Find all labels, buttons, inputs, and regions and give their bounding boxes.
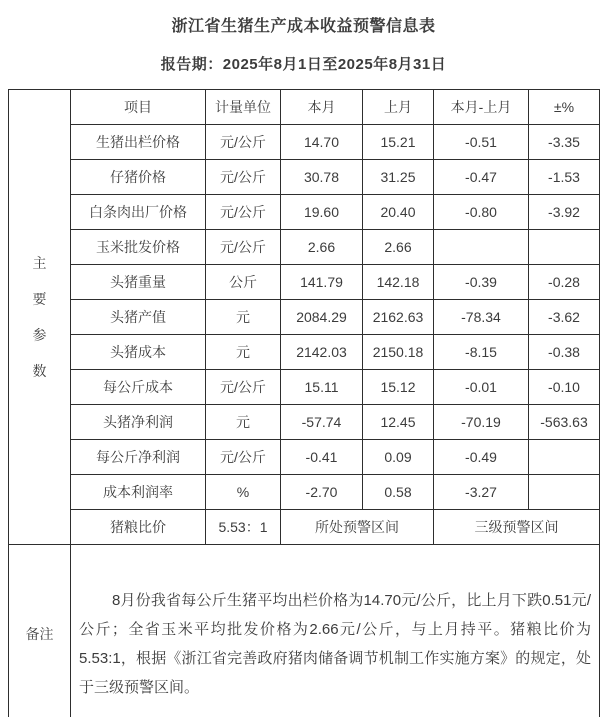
report-period: 报告期：2025年8月1日至2025年8月31日 <box>160 56 447 73</box>
cell-diff: -0.51 <box>434 125 529 160</box>
cell-previous: 142.18 <box>363 265 434 300</box>
cell-diff: -8.15 <box>434 335 529 370</box>
table-row <box>9 440 600 475</box>
cell-previous: 15.21 <box>363 125 434 160</box>
cell-pct: -3.92 <box>529 195 600 230</box>
header-current-month: 本月 <box>281 90 363 125</box>
row-group-label <box>9 90 71 545</box>
cell-current: -57.74 <box>281 405 363 440</box>
cell-previous: 12.45 <box>363 405 434 440</box>
cell-pct: -0.10 <box>529 370 600 405</box>
ratio-zone-value: 三级预警区间 <box>434 510 600 545</box>
cell-current: -2.70 <box>281 475 363 510</box>
cell-diff: -0.47 <box>434 160 529 195</box>
cell-previous: 2150.18 <box>363 335 434 370</box>
cell-previous: 0.58 <box>363 475 434 510</box>
cell-item: 头猪成本 <box>71 335 206 370</box>
cell-previous: 2162.63 <box>363 300 434 335</box>
table-row <box>9 230 600 265</box>
table-row <box>9 475 600 510</box>
cell-unit: 元/公斤 <box>206 370 281 405</box>
cell-current: 141.79 <box>281 265 363 300</box>
cell-current: 2084.29 <box>281 300 363 335</box>
cell-pct: -3.35 <box>529 125 600 160</box>
table-row <box>9 265 600 300</box>
cell-item: 仔猪价格 <box>71 160 206 195</box>
header-item: 项目 <box>71 90 206 125</box>
cell-unit: 元/公斤 <box>206 195 281 230</box>
remark-label: 备注 <box>9 545 71 717</box>
cell-item: 每公斤净利润 <box>71 440 206 475</box>
table-row <box>9 370 600 405</box>
cell-pct: -0.38 <box>529 335 600 370</box>
cell-unit: % <box>206 475 281 510</box>
cell-item: 生猪出栏价格 <box>71 125 206 160</box>
table-row <box>9 195 600 230</box>
cell-pct <box>529 230 600 265</box>
cell-current: 2142.03 <box>281 335 363 370</box>
cell-current: 30.78 <box>281 160 363 195</box>
page-title: 浙江省生猪生产成本收益预警信息表 <box>171 18 436 35</box>
cell-diff: -78.34 <box>434 300 529 335</box>
cell-previous: 20.40 <box>363 195 434 230</box>
cell-current: 19.60 <box>281 195 363 230</box>
cell-item: 头猪净利润 <box>71 405 206 440</box>
cell-diff: -0.80 <box>434 195 529 230</box>
cell-current: 15.11 <box>281 370 363 405</box>
group-label-char: 数 <box>32 363 47 379</box>
cell-item: 头猪重量 <box>71 265 206 300</box>
header-previous-month: 上月 <box>363 90 434 125</box>
remark-text-cell <box>71 545 600 717</box>
table-row <box>9 160 600 195</box>
cell-previous: 2.66 <box>363 230 434 265</box>
cell-item: 成本利润率 <box>71 475 206 510</box>
cell-item: 白条肉出厂价格 <box>71 195 206 230</box>
cell-pct <box>529 475 600 510</box>
cell-pct: -1.53 <box>529 160 600 195</box>
group-label-char: 参 <box>32 327 47 343</box>
group-label-char: 主 <box>32 255 47 271</box>
ratio-value: 5.53：1 <box>206 510 281 545</box>
cell-current: 14.70 <box>281 125 363 160</box>
remark-text: 8月份我省每公斤生猪平均出栏价格为14.70元/公斤，比上月下跌0.51元/公斤；全省玉米平均批发价格为2.66元/公斤，与上月持平。猪粮比价为5.53:1，根据《浙江省完善政府猪肉储备调节机制工作实施方案》的规定，处于三级预警区间。 <box>79 591 591 696</box>
cell-unit: 元/公斤 <box>206 440 281 475</box>
cell-current: -0.41 <box>281 440 363 475</box>
cell-unit: 元 <box>206 300 281 335</box>
table-row <box>9 125 600 160</box>
cell-unit: 元/公斤 <box>206 160 281 195</box>
cell-diff: -0.01 <box>434 370 529 405</box>
header-diff: 本月-上月 <box>434 90 529 125</box>
cell-current: 2.66 <box>281 230 363 265</box>
table-row <box>9 300 600 335</box>
ratio-row <box>9 510 600 545</box>
remark-row <box>9 545 600 717</box>
cell-previous: 0.09 <box>363 440 434 475</box>
cell-item: 头猪产值 <box>71 300 206 335</box>
table-row <box>9 405 600 440</box>
table-row <box>9 335 600 370</box>
cell-diff: -0.49 <box>434 440 529 475</box>
cell-diff <box>434 230 529 265</box>
cell-unit: 元 <box>206 335 281 370</box>
cell-pct: -563.63 <box>529 405 600 440</box>
cell-previous: 15.12 <box>363 370 434 405</box>
ratio-item: 猪粮比价 <box>71 510 206 545</box>
cell-diff: -3.27 <box>434 475 529 510</box>
cell-unit: 元/公斤 <box>206 125 281 160</box>
warning-info-table <box>8 89 600 717</box>
cell-unit: 元 <box>206 405 281 440</box>
cell-pct: -3.62 <box>529 300 600 335</box>
cell-diff: -70.19 <box>434 405 529 440</box>
cell-unit: 公斤 <box>206 265 281 300</box>
header-unit: 计量单位 <box>206 90 281 125</box>
group-label-char: 要 <box>32 291 47 307</box>
cell-item: 每公斤成本 <box>71 370 206 405</box>
table-header-row <box>9 90 600 125</box>
ratio-zone-label: 所处预警区间 <box>281 510 434 545</box>
header-pct: ±% <box>529 90 600 125</box>
cell-previous: 31.25 <box>363 160 434 195</box>
cell-unit: 元/公斤 <box>206 230 281 265</box>
cell-pct: -0.28 <box>529 265 600 300</box>
cell-item: 玉米批发价格 <box>71 230 206 265</box>
cell-diff: -0.39 <box>434 265 529 300</box>
cell-pct <box>529 440 600 475</box>
